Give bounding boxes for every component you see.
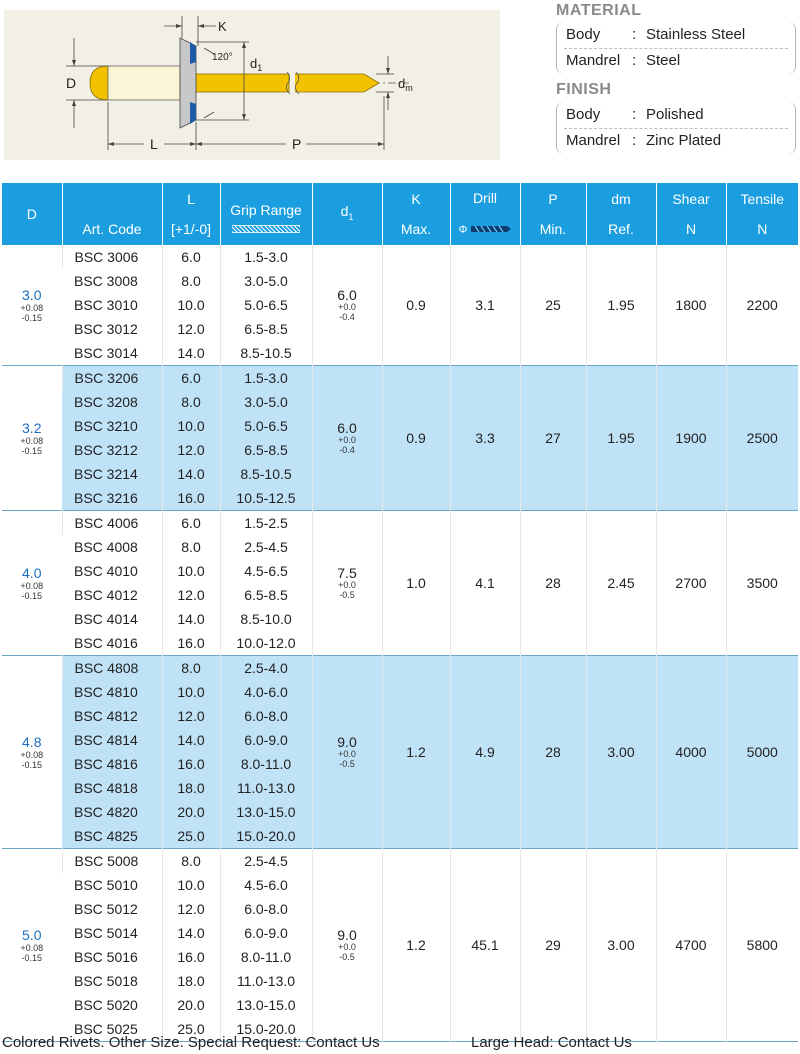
size-group [2,849,798,1042]
grip-range-cell: 4.0-6.0 [220,680,312,704]
table-row [2,849,798,874]
mandrel-shaft [194,74,289,92]
header-grip-range: Grip Range [220,183,312,245]
grip-range-cell: 1.5-3.0 [220,366,312,391]
length-cell: 18.0 [162,776,220,800]
art-code-cell: BSC 5008 [62,849,162,874]
length-cell: 12.0 [162,317,220,341]
length-cell: 8.0 [162,390,220,414]
rivet-dimension-diagram [4,10,500,160]
dm-ref-cell: 3.00 [586,656,656,849]
grip-range-cell: 15.0-20.0 [220,1017,312,1042]
header-drill: Drill Φ [450,183,520,245]
art-code-cell: BSC 3208 [62,390,162,414]
length-cell: 10.0 [162,680,220,704]
header-shear: Shear N [656,183,726,245]
length-cell: 12.0 [162,438,220,462]
flange-diameter-cell: 6.0 +0.0 -0.4 [312,245,382,366]
dm-ref-cell: 2.45 [586,511,656,656]
length-cell: 10.0 [162,873,220,897]
size-group [2,511,798,656]
art-code-cell: BSC 5012 [74,901,138,917]
diameter-cell: 5.0 +0.08 -0.15 [20,927,44,963]
art-code-cell: BSC 3210 [62,414,162,438]
p-min-cell: 28 [520,656,586,849]
length-cell: 16.0 [162,945,220,969]
grip-range-cell: 10.5-12.5 [220,486,312,511]
k-max-cell: 1.2 [382,849,450,1042]
shear-cell: 2700 [656,511,726,656]
art-code-cell: BSC 4820 [62,800,162,824]
length-cell: 14.0 [162,921,220,945]
dm-ref-cell: 1.95 [586,245,656,366]
length-cell: 12.0 [162,704,220,728]
tensile-cell: 2500 [726,366,798,511]
grip-range-cell: 6.5-8.5 [220,317,312,341]
art-code-cell: BSC 3012 [74,321,138,337]
grip-range-cell: 13.0-15.0 [220,993,312,1017]
grip-range-cell: 4.5-6.0 [220,873,312,897]
drill-cell: 3.3 [450,366,520,511]
table-header-row [2,183,798,245]
p-min-cell: 27 [520,366,586,511]
length-cell: 16.0 [162,486,220,511]
table-row [2,245,798,269]
label-dm: $d_m$ [398,76,413,93]
grip-range-cell: 6.5-8.5 [220,583,312,607]
grip-range-cell: 13.0-15.0 [220,800,312,824]
grip-range-cell: 6.0-8.0 [220,704,312,728]
tensile-cell: 2200 [726,245,798,366]
header-K: K Max. [382,183,450,245]
grip-range-cell: 6.0-8.0 [220,897,312,921]
art-code-cell: BSC 4816 [62,752,162,776]
length-cell: 25.0 [162,824,220,849]
length-cell: 12.0 [162,897,220,921]
grip-range-cell: 2.5-4.5 [220,535,312,559]
grip-range-cell: 5.0-6.5 [220,293,312,317]
length-cell: 16.0 [162,752,220,776]
grip-range-cell: 8.0-11.0 [220,752,312,776]
length-cell: 18.0 [162,969,220,993]
art-code-cell: BSC 4006 [62,511,162,536]
k-max-cell: 0.9 [382,245,450,366]
drill-cell: 4.9 [450,656,520,849]
length-cell: 14.0 [162,462,220,486]
grip-range-cell: 8.5-10.0 [220,607,312,631]
length-cell: 10.0 [162,293,220,317]
length-cell: 6.0 [162,245,220,269]
length-cell: 25.0 [162,1017,220,1042]
label-angle: 120° [212,52,233,63]
finish-body-row: Body : Polished [566,106,704,123]
grip-range-cell: 11.0-13.0 [220,776,312,800]
table-row [2,511,798,536]
art-code-cell: BSC 3008 [74,273,138,289]
drill-bit-icon [471,225,511,233]
finish-box [556,102,796,154]
footer-note: Colored Rivets. Other Size. Special Request: Contact Us [2,1034,380,1051]
header-P: P Min. [520,183,586,245]
length-cell: 8.0 [162,269,220,293]
label-D: D [66,75,77,91]
table-row [2,366,798,391]
drill-cell: 4.1 [450,511,520,656]
mandrel-tip [294,74,379,92]
length-cell: 14.0 [162,607,220,631]
art-code-cell: BSC 5020 [74,997,138,1013]
art-code-cell: BSC 3014 [74,345,138,361]
grip-range-cell: 6.0-9.0 [220,728,312,752]
grip-range-cell: 10.0-12.0 [220,631,312,656]
grip-range-cell: 3.0-5.0 [220,269,312,293]
tensile-cell: 5000 [726,656,798,849]
art-code-cell: BSC 4810 [62,680,162,704]
table-row [2,656,798,681]
art-code-cell: BSC 5016 [74,949,138,965]
length-cell: 10.0 [162,414,220,438]
p-min-cell: 28 [520,511,586,656]
label-d1: $d_1$ [250,56,263,73]
diameter-cell: 4.0 +0.08 -0.15 [20,565,44,601]
shear-cell: 4700 [656,849,726,1042]
tensile-cell: 5800 [726,849,798,1042]
material-mandrel-row: Mandrel : Steel [566,52,681,69]
art-code-cell: BSC 4818 [62,776,162,800]
dm-ref-cell: 3.00 [586,849,656,1042]
grip-range-cell: 11.0-13.0 [220,969,312,993]
grip-range-cell: 1.5-2.5 [220,511,312,536]
art-code-cell: BSC 4014 [74,611,138,627]
size-group [2,245,798,366]
grip-range-cell: 8.0-11.0 [220,945,312,969]
grip-range-cell: 6.0-9.0 [220,921,312,945]
rivet-spec-table [2,183,798,1042]
length-cell: 6.0 [162,511,220,536]
art-code-cell: BSC 5018 [74,973,138,989]
length-cell: 14.0 [162,341,220,366]
label-P: P [292,136,302,152]
header-D: D [2,183,62,245]
diameter-cell: 4.8 +0.08 -0.15 [2,656,62,849]
art-code-cell: BSC 5014 [74,925,138,941]
grip-range-cell: 4.5-6.5 [220,559,312,583]
art-code-cell: BSC 4814 [62,728,162,752]
art-code-cell: BSC 3214 [62,462,162,486]
header-art-code: Art. Code [62,183,162,245]
length-cell: 20.0 [162,800,220,824]
dm-ref-cell: 1.95 [586,366,656,511]
flange-diameter-cell: 6.0 +0.0 -0.4 [312,366,382,511]
k-max-cell: 1.2 [382,656,450,849]
grip-range-cell: 8.5-10.5 [220,462,312,486]
tensile-cell: 3500 [726,511,798,656]
art-code-cell: BSC 4812 [62,704,162,728]
shear-cell: 1800 [656,245,726,366]
flange-diameter-cell: 9.0 +0.0 -0.5 [312,656,382,849]
p-min-cell: 29 [520,849,586,1042]
shear-cell: 4000 [656,656,726,849]
art-code-cell: BSC 5025 [74,1021,138,1037]
length-cell: 12.0 [162,583,220,607]
grip-range-cell: 8.5-10.5 [220,341,312,366]
finish-title: FINISH [556,81,612,98]
k-max-cell: 0.9 [382,366,450,511]
size-group [2,656,798,849]
art-code-cell: BSC 3006 [62,245,162,269]
art-code-cell: BSC 3010 [74,297,138,313]
header-dm: dm Ref. [586,183,656,245]
flange-diameter-cell: 7.5 +0.0 -0.5 [312,511,382,656]
length-cell: 8.0 [162,849,220,874]
length-cell: 14.0 [162,728,220,752]
grip-range-cell: 1.5-3.0 [220,245,312,269]
label-K: K [218,19,227,34]
length-cell: 10.0 [162,559,220,583]
flange-diameter-cell: 9.0 +0.0 -0.5 [312,849,382,1042]
p-min-cell: 25 [520,245,586,366]
header-tensile: Tensile N [726,183,798,245]
drill-cell: 3.1 [450,245,520,366]
art-code-cell: BSC 4010 [74,563,138,579]
size-group [2,366,798,511]
material-title: MATERIAL [556,2,642,19]
rivet-body [108,66,180,100]
rivet-drawing [4,10,500,160]
art-code-cell: BSC 4016 [74,635,138,651]
art-code-cell: BSC 3212 [62,438,162,462]
grip-range-cell: 3.0-5.0 [220,390,312,414]
grip-range-cell: 2.5-4.0 [220,656,312,681]
art-code-cell: BSC 4808 [62,656,162,681]
grip-range-cell: 15.0-20.0 [220,824,312,849]
length-cell: 8.0 [162,535,220,559]
drill-cell: 45.1 [450,849,520,1042]
grip-range-cell: 5.0-6.5 [220,414,312,438]
finish-mandrel-row: Mandrel : Zinc Plated [566,132,722,149]
art-code-cell: BSC 3216 [62,486,162,511]
grip-range-icon [232,225,300,233]
footer-large-head-note: Large Head: Contact Us [471,1034,632,1051]
art-code-cell: BSC 4008 [74,539,138,555]
shear-cell: 1900 [656,366,726,511]
material-body-row: Body : Stainless Steel [566,26,746,43]
art-code-cell: BSC 5010 [74,877,138,893]
header-d1: $d_1$ [312,183,382,245]
length-cell: 8.0 [162,656,220,681]
grip-range-cell: 2.5-4.5 [220,849,312,874]
art-code-cell: BSC 3206 [62,366,162,391]
length-cell: 20.0 [162,993,220,1017]
grip-range-cell: 6.5-8.5 [220,438,312,462]
art-code-cell: BSC 4012 [74,587,138,603]
art-code-cell: BSC 4825 [62,824,162,849]
length-cell: 6.0 [162,366,220,391]
material-box [556,22,796,74]
length-cell: 16.0 [162,631,220,656]
label-L: L [150,136,158,152]
diameter-cell: 3.2 +0.08 -0.15 [2,366,62,511]
mandrel-head [90,66,108,100]
header-L: L [+1/-0] [162,183,220,245]
k-max-cell: 1.0 [382,511,450,656]
diameter-cell: 3.0 +0.08 -0.15 [20,287,44,323]
